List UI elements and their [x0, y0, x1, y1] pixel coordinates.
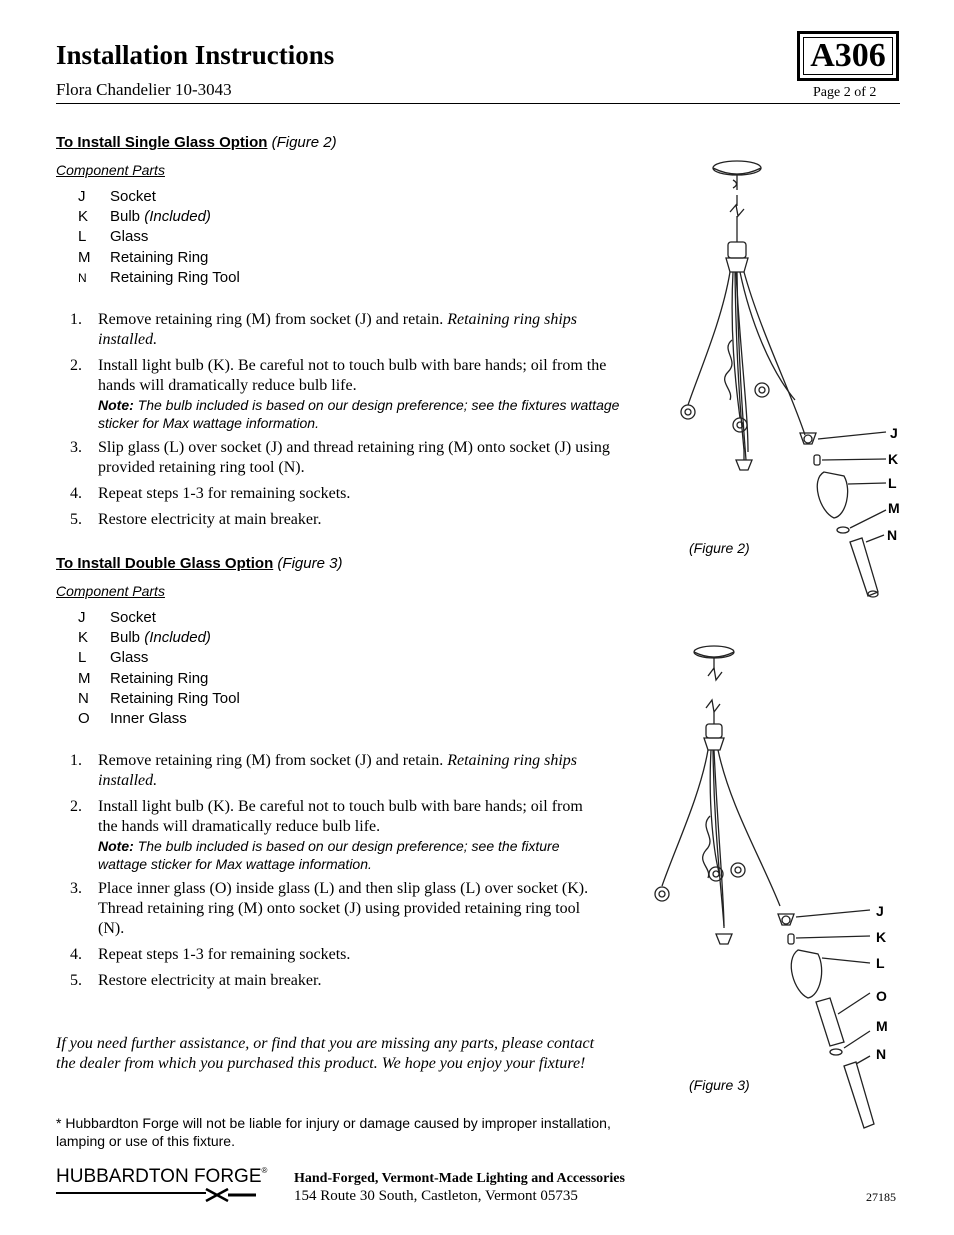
step-text: Install light bulb (K). Be careful not to touch bulb with bare hands; oil from the hands will dramatically reduce bulb life.	[98, 798, 583, 835]
note-label: Note:	[98, 397, 134, 413]
step-text: Install light bulb (K). Be careful not to touch bulb with bare hands; oil from the hands will dramatically reduce bulb life.	[98, 357, 607, 394]
part-name: Glass	[110, 649, 149, 667]
registered-mark: ®	[261, 1166, 268, 1175]
fig2-callout-n: N	[887, 527, 898, 543]
page-number: Page 2 of 2	[813, 85, 877, 100]
doc-code-box	[797, 31, 899, 81]
part-name: Inner Glass	[110, 710, 187, 728]
step-number: 3.	[70, 439, 82, 456]
assistance-note: If you need further assistance, or find that you are missing any parts, please contact the dealer from which you purchased this product. We hope you enjoy your fixture!	[56, 1035, 595, 1072]
single-parts-list	[56, 187, 356, 288]
part-letter: M	[78, 248, 91, 266]
double-glass-heading-text: To Install Double Glass Option	[56, 555, 274, 572]
double-glass-heading	[56, 555, 342, 572]
fig3-callout-k: K	[876, 929, 887, 945]
part-letter: J	[78, 188, 86, 205]
part-row	[56, 608, 356, 628]
step-number: 1.	[70, 752, 82, 769]
double-steps-list	[56, 751, 596, 997]
part-name: Retaining Ring	[110, 669, 209, 687]
part-row	[56, 669, 356, 689]
step-text: Remove retaining ring (M) from socket (J) and retain.	[98, 752, 444, 769]
step-text: Place inner glass (O) inside glass (L) and then slip glass (L) over socket (K). Thread retaining ring (M) onto socket (J) using provided retaining ring tool (N).	[98, 880, 589, 937]
part-row	[56, 207, 356, 227]
step-text: Slip glass (L) over socket (J) and thread retaining ring (M) onto socket (J) using provided retaining ring tool (N).	[98, 439, 610, 476]
step-text: Remove retaining ring (M) from socket (J) and retain.	[98, 311, 444, 328]
figure-3-caption: (Figure 3)	[689, 1077, 750, 1093]
fig2-callout-m: M	[888, 500, 900, 516]
part-letter: O	[78, 710, 90, 728]
product-subtitle: Flora Chandelier 10-3043	[56, 80, 232, 99]
fig3-callout-m: M	[876, 1018, 888, 1034]
part-letter: J	[78, 609, 86, 626]
part-name: Bulb	[110, 629, 141, 647]
part-row	[56, 268, 356, 288]
step-text: Restore electricity at main breaker.	[98, 972, 322, 989]
hubbardton-forge-logo	[56, 1166, 267, 1207]
step-item	[56, 797, 596, 873]
step-italic-text: Retaining ring ships installed.	[98, 752, 578, 789]
fig3-callout-l: L	[876, 955, 885, 971]
step-item	[56, 971, 596, 991]
part-letter: N	[78, 689, 89, 707]
part-row	[56, 648, 356, 668]
part-extra: (Included)	[144, 629, 211, 647]
figure-2-caption: (Figure 2)	[689, 540, 750, 556]
step-note	[98, 396, 632, 432]
step-item	[56, 438, 632, 478]
double-glass-figure-ref: (Figure 3)	[277, 555, 343, 572]
single-glass-heading	[56, 134, 337, 151]
single-steps-list	[56, 310, 632, 536]
part-row	[56, 628, 356, 648]
step-number: 2.	[70, 357, 82, 374]
note-label: Note:	[98, 838, 134, 854]
part-extra: (Included)	[144, 208, 211, 226]
fig3-callout-o: O	[876, 988, 887, 1004]
double-parts-list	[56, 608, 356, 729]
step-text: Restore electricity at main breaker.	[98, 511, 322, 528]
part-row	[56, 248, 356, 268]
part-row	[56, 689, 356, 709]
double-component-parts-label: Component Parts	[56, 583, 165, 599]
doc-code: A306	[803, 37, 893, 75]
part-name: Retaining Ring	[110, 248, 209, 266]
step-note	[98, 837, 596, 873]
part-row	[56, 709, 356, 729]
fig3-callout-n: N	[876, 1046, 887, 1062]
part-letter: K	[78, 629, 89, 647]
step-text: Repeat steps 1-3 for remaining sockets.	[98, 485, 351, 502]
step-item	[56, 310, 632, 350]
footer-address: 154 Route 30 South, Castleton, Vermont 05735	[294, 1188, 578, 1204]
step-text: Repeat steps 1-3 for remaining sockets.	[98, 946, 351, 963]
step-item	[56, 510, 632, 530]
step-number: 1.	[70, 311, 82, 328]
part-name: Socket	[110, 188, 156, 205]
part-letter: N	[78, 270, 87, 285]
page-title: Installation Instructions	[56, 40, 335, 70]
logo-underline-icon	[56, 1188, 256, 1202]
step-item	[56, 945, 596, 965]
step-item	[56, 356, 632, 432]
liability-disclaimer: * Hubbardton Forge will not be liable for injury or damage caused by improper installation, lamping or use of this fixture.	[56, 1115, 611, 1149]
footer-doc-number: 27185	[866, 1190, 896, 1204]
header-divider	[56, 103, 900, 104]
part-row	[56, 187, 356, 207]
step-item	[56, 751, 596, 791]
step-number: 5.	[70, 972, 82, 989]
logo-text: HUBBARDTON FORGE	[56, 1166, 262, 1187]
step-number: 3.	[70, 880, 82, 897]
fig2-callout-k: K	[888, 451, 899, 467]
part-row	[56, 227, 356, 247]
part-name: Glass	[110, 228, 149, 246]
part-letter: L	[78, 228, 87, 246]
fig2-callout-j: J	[890, 425, 898, 441]
part-name: Retaining Ring Tool	[110, 689, 240, 707]
step-item	[56, 484, 632, 504]
single-glass-heading-text: To Install Single Glass Option	[56, 134, 268, 151]
part-name: Socket	[110, 609, 156, 626]
fig2-callout-l: L	[888, 475, 897, 491]
fig3-callout-j: J	[876, 903, 884, 919]
step-number: 4.	[70, 485, 82, 502]
single-component-parts-label: Component Parts	[56, 162, 165, 178]
part-letter: K	[78, 208, 89, 226]
part-name: Bulb	[110, 208, 141, 226]
note-text: The bulb included is based on our design preference; see the fixtures wattage sticker for Max wattage information.	[98, 397, 620, 431]
footer-tagline: Hand-Forged, Vermont-Made Lighting and Accessories	[294, 1171, 625, 1186]
step-item	[56, 879, 596, 939]
step-number: 2.	[70, 798, 82, 815]
figure-2-chandelier-diagram	[640, 150, 920, 610]
part-letter: L	[78, 649, 87, 667]
part-letter: M	[78, 669, 91, 687]
note-text: The bulb included is based on our design preference; see the fixture wattage sticker for Max wattage information.	[98, 838, 560, 872]
part-name: Retaining Ring Tool	[110, 268, 240, 286]
step-italic-text: Retaining ring ships installed.	[98, 311, 578, 348]
step-number: 5.	[70, 511, 82, 528]
single-glass-figure-ref: (Figure 2)	[271, 134, 337, 151]
step-number: 4.	[70, 946, 82, 963]
